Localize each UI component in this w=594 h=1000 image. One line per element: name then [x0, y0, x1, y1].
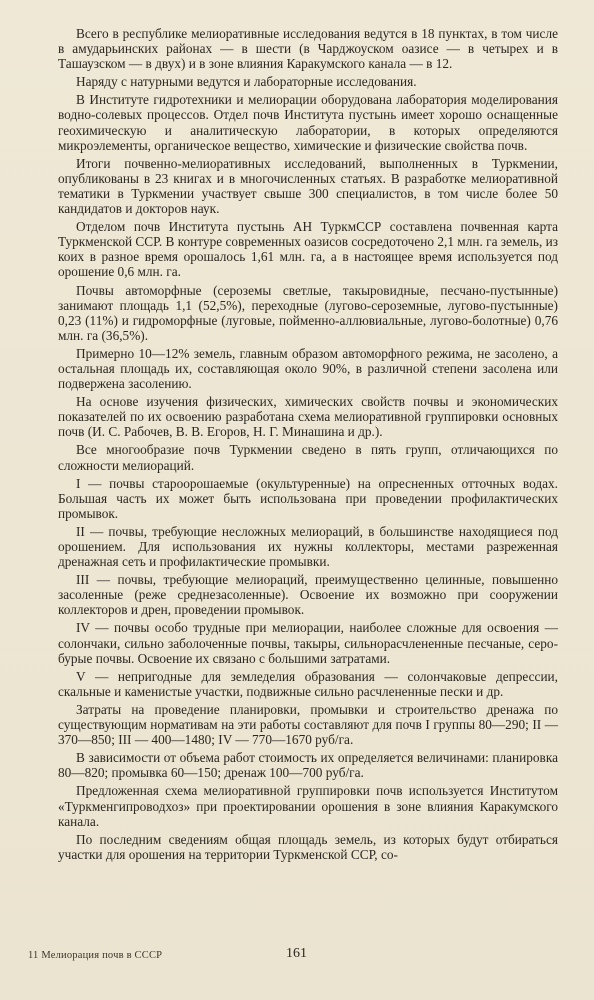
- paragraph: IV — почвы особо трудные при мелиорации, наиболее сложные для освоения — солончаки, сильно заболоченные почвы, такыры, сильнорасчлененные песчаные, серо-бурые почвы. Освоение их связано с большими затратами.: [58, 620, 558, 666]
- body-text: [58, 26, 558, 865]
- paragraph: I — почвы староорошаемые (окультуренные) на опресненных отточных водах. Большая часть их может быть использована при проведении профилактических промывок.: [58, 475, 558, 521]
- paragraph: Все многообразие почв Туркмении сведено в пять групп, отличающихся по сложности мелиораций.: [58, 442, 558, 473]
- paragraph: По последним сведениям общая площадь земель, из которых будут отбираться участки для орошения на территории Туркменской ССР, со-: [58, 831, 558, 862]
- paragraph: Наряду с натурными ведутся и лабораторные исследования.: [76, 74, 417, 90]
- signature-mark: 11 Мелиорация почв в СССР: [28, 950, 163, 961]
- paragraph: Отделом почв Института пустынь АН ТуркмССР составлена почвенная карта Туркменской ССР. В контуре современных оазисов сосредоточено 2,1 млн. га земель, из коих в разное время орошалось 1,61 млн. га, а в настоящее время используется под орошение 0,6 млн. га.: [58, 219, 558, 280]
- paragraph: III — почвы, требующие мелиораций, преимущественно целинные, повышенно засоленные (реже среднезасоленные). Освоение их возможно при сооружении коллекторов и дрен, проведении промывок.: [58, 572, 558, 618]
- paragraph: Почвы автоморфные (сероземы светлые, такыровидные, песчано-пустынные) занимают площадь 1,1 (52,5%), переходные (лугово-сероземные, лугово-пустынные) 0,23 (11%) и гидроморфные (луговые, пойменно-аллювиальные, лугово-болотные) 0,76 млн. га (36,5%).: [58, 282, 558, 343]
- paragraph: В Институте гидротехники и мелиорации оборудована лаборатория моделирования водно-солевых процессов. Отдел почв Института пустынь имеет хорошо оснащенные геохимическую и аналитическую лаборатории, в которых определяются микроэлементы, органическое вещество, химические и физические свойства почв.: [58, 92, 558, 153]
- page-footer: [28, 946, 568, 966]
- paragraph: Итоги почвенно-мелиоративных исследований, выполненных в Туркмении, опубликованы в 23 книгах и в многочисленных статьях. В разработке мелиоративной тематики в Туркмении участвует свыше 300 специалистов, в том числе более 50 кандидатов и докторов наук.: [58, 155, 558, 217]
- paragraph: В зависимости от объема работ стоимость их определяется величинами: планировка 80—820; промывка 60—150; дренаж 100—700 руб/га.: [58, 750, 558, 781]
- paragraph: На основе изучения физических, химических свойств почвы и экономических показателей по их освоению разработана схема мелиоративной группировки основных почв (И. С. Рабочев, В. В. Егоров, Н. Г. Минашина и др.).: [58, 394, 558, 440]
- page-number: 161: [286, 946, 307, 961]
- paragraph: Затраты на проведение планировки, промывки и строительство дренажа по существующим нормативам на эти работы составляют для почв I группы 80—290; II — 370—850; III — 400—1480; IV — 770—1670 руб/га.: [58, 701, 558, 748]
- paragraph: Всего в республике мелиоративные исследования ведутся в 18 пунктах, в том числе в амударьинских районах — в шести (в Чарджоуском оазисе — в четырех и в Ташаузском — в двух) и в зоне влияния Каракумского канала — в 12.: [58, 26, 558, 72]
- paragraph: II — почвы, требующие несложных мелиораций, в большинстве находящиеся под орошением. Для использования их нужны коллекторы, местами разреженная дренажная сеть и профилактические промывки.: [58, 523, 558, 570]
- paragraph: Примерно 10—12% земель, главным образом автоморфного режима, не засолено, а остальная площадь их, составляющая около 90%, в различной степени засолена или подвержена засолению.: [58, 345, 558, 392]
- paragraph: Предложенная схема мелиоративной группировки почв используется Институтом «Туркменгипроводхоз» при проектировании орошения в зоне влияния Каракумского канала.: [58, 783, 558, 829]
- paragraph: V — непригодные для земледелия образования — солончаковые депрессии, скальные и каменистые участки, подвижные сильно расчлененные пески и др.: [58, 668, 558, 699]
